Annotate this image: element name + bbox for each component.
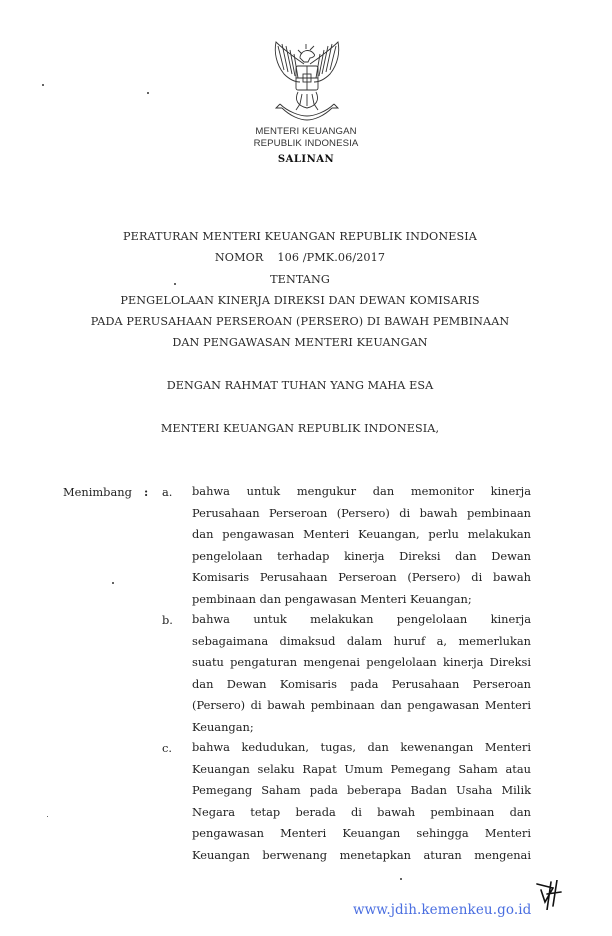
item-a-line: Perusahaan Perseroan (Persero) di bawah pembinaan — [192, 505, 531, 520]
scan-speck — [47, 816, 48, 817]
copy-label: SALINAN — [277, 154, 335, 165]
item-a-line: pembinaan dan pengawasan Menteri Keuangan; — [192, 591, 472, 606]
item-b-line: dan Dewan Komisaris pada Perusahaan Perseroan — [192, 676, 531, 691]
item-a-line: bahwa untuk mengukur dan memonitor kinerja — [192, 484, 531, 498]
invocation: DENGAN RAHMAT TUHAN YANG MAHA ESA — [166, 379, 434, 392]
item-c-line: Keuangan berwenang menetapkan aturan mengenai — [192, 847, 531, 862]
item-a-line: dan pengawasan Menteri Keuangan, perlu melakukan — [192, 527, 531, 542]
scan-speck — [174, 283, 176, 285]
ministry-line-1: MENTERI KEUANGAN — [255, 126, 357, 137]
item-b-line: sebagaimana dimaksud dalam huruf a, memerlukan — [192, 633, 531, 648]
menimbang-separator: : — [144, 485, 149, 499]
item-c-line: Pemegang Saham pada beberapa Badan Usaha Milik — [192, 783, 531, 798]
scan-speck — [42, 84, 44, 86]
item-c-line: Negara tetap berada di bawah pembinaan dan — [192, 804, 531, 819]
item-b-line: (Persero) di bawah pembinaan dan pengawasan Menteri — [192, 698, 531, 713]
item-c-label: c. — [162, 741, 173, 755]
paraf-signature-icon — [535, 880, 565, 910]
item-a-label: a. — [162, 485, 173, 499]
nomor-value: 106 /PMK.06/2017 — [277, 251, 386, 264]
item-c-text — [192, 737, 531, 867]
item-b-line: Keuangan; — [192, 719, 254, 734]
ministry-line-2: REPUBLIK INDONESIA — [253, 138, 359, 149]
scan-speck — [400, 878, 402, 880]
scan-speck — [112, 582, 114, 584]
garuda-emblem-icon — [264, 34, 350, 124]
item-a-text — [192, 481, 531, 611]
item-b-text — [192, 609, 531, 739]
item-c-line: Keuangan selaku Rapat Umum Pemegang Saham atau — [192, 761, 531, 776]
regulation-title: PERATURAN MENTERI KEUANGAN REPUBLIK INDONESIA — [123, 230, 477, 243]
item-c-line: pengawasan Menteri Keuangan sehingga Menteri — [192, 826, 531, 841]
regulation-number — [0, 251, 600, 264]
item-a-line: pengelolaan terhadap kinerja Direksi dan Dewan — [192, 548, 531, 563]
issuer: MENTERI KEUANGAN REPUBLIK INDONESIA, — [160, 422, 440, 435]
nomor-label: NOMOR — [214, 251, 264, 264]
jdih-website-link[interactable]: www.jdih.kemenkeu.go.id — [353, 902, 532, 918]
subject-line-3: DAN PENGAWASAN MENTERI KEUANGAN — [172, 336, 428, 349]
subject-line-1: PENGELOLAAN KINERJA DIREKSI DAN DEWAN KOMISARIS — [120, 294, 480, 307]
item-b-label: b. — [162, 613, 173, 627]
item-a-line: Komisaris Perusahaan Perseroan (Persero) di bawah — [192, 570, 531, 585]
item-b-line: suatu pengaturan mengenai pengelolaan kinerja Direksi — [192, 655, 531, 670]
item-c-line: bahwa kedudukan, tugas, dan kewenangan Menteri — [192, 740, 531, 754]
subject-line-2: PADA PERUSAHAAN PERSEROAN (PERSERO) DI BAWAH PEMBINAAN — [90, 315, 510, 328]
item-b-line: bahwa untuk melakukan pengelolaan kinerja — [192, 612, 531, 626]
scan-speck — [147, 92, 149, 94]
tentang-label: TENTANG — [270, 273, 330, 286]
menimbang-label: Menimbang — [63, 485, 132, 499]
